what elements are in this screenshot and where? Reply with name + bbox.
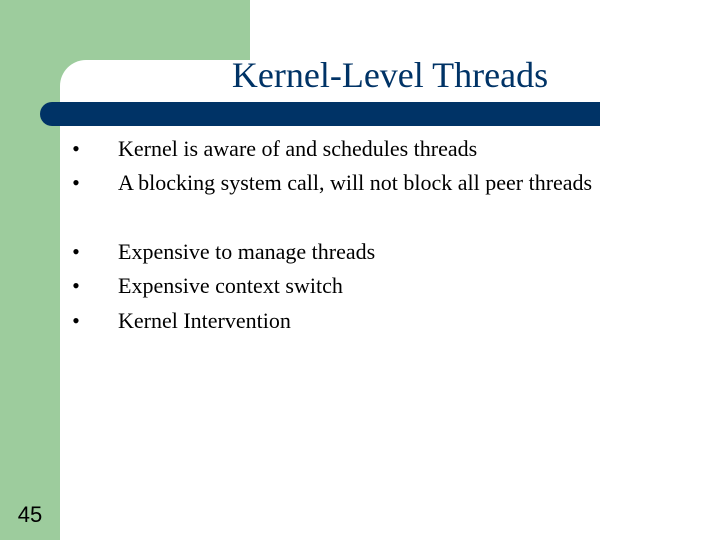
title-underline-bar [40, 102, 600, 126]
list-item [68, 304, 708, 338]
bullet-icon: • [72, 273, 80, 298]
bullet-icon: • [72, 170, 80, 195]
bullet-text: Expensive context switch [118, 273, 343, 298]
bullet-icon: • [72, 136, 80, 161]
bullet-text: Kernel Intervention [118, 308, 291, 333]
page-number: 45 [17, 502, 43, 527]
bullet-text: A blocking system call, will not block all peer threads [118, 170, 593, 195]
list-item [68, 269, 708, 303]
list-item [68, 235, 708, 269]
bullet-icon: • [72, 239, 80, 264]
list-item [68, 166, 708, 200]
bullet-text: Expensive to manage threads [118, 239, 376, 264]
list-item [68, 132, 708, 166]
bullet-text: Kernel is aware of and schedules threads [118, 136, 478, 161]
slide-title: Kernel-Level Threads [231, 55, 549, 95]
green-decor-left [0, 0, 60, 540]
bullet-icon: • [72, 308, 80, 333]
